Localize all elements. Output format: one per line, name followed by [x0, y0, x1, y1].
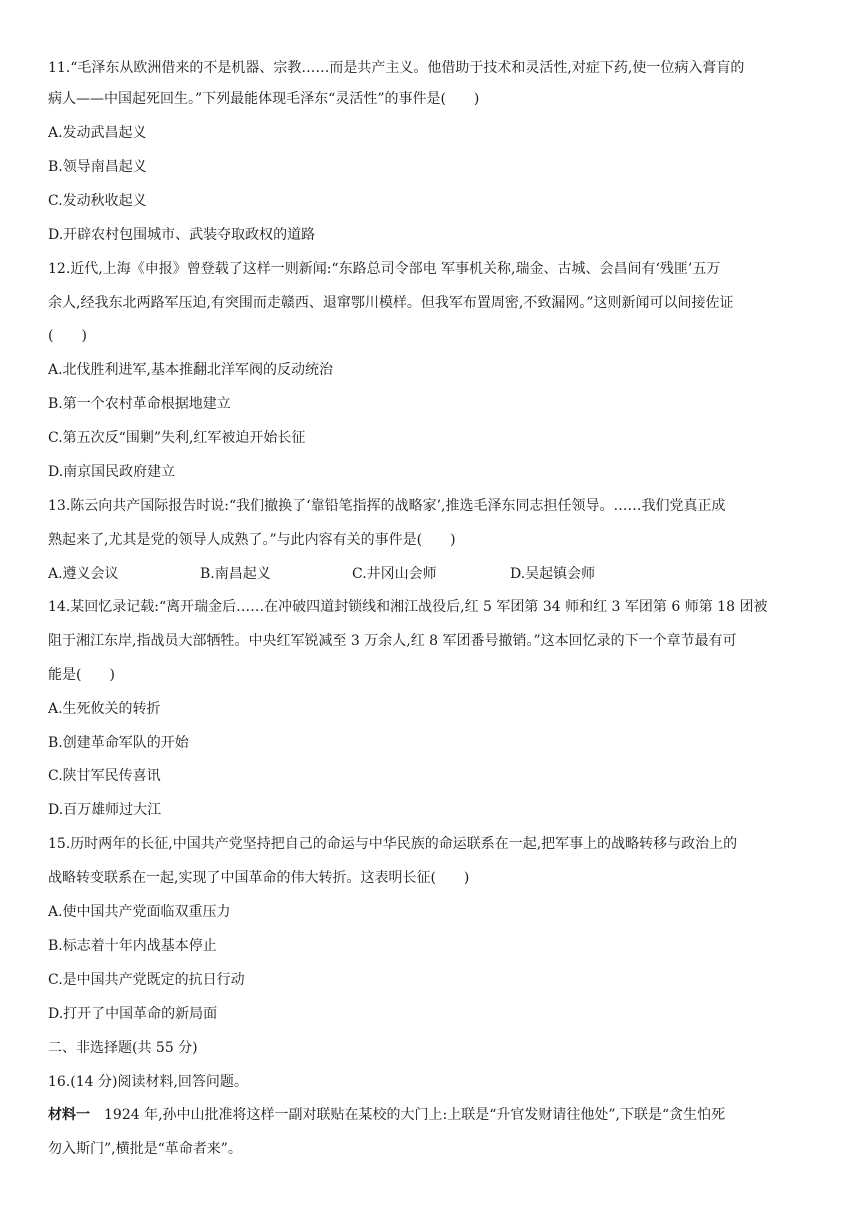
q13-stem-line-2: 熟起来了,尤其是党的领导人成熟了。”与此内容有关的事件是( )	[48, 532, 456, 548]
q12-option-a: A.北伐胜利进军,基本推翻北洋军阀的反动统治	[48, 362, 334, 378]
q14-option-b: B.创建革命军队的开始	[48, 735, 189, 751]
q12-option-b: B.第一个农村革命根据地建立	[48, 396, 231, 412]
material-text-1: 1924 年,孙中山批准将这样一副对联贴在某校的大门上:上联是“升官发财请往他处”,下联是“贪生怕死	[90, 1107, 726, 1123]
q14-option-d: D.百万雄师过大江	[48, 802, 162, 818]
q12-stem-line-3: ( )	[48, 328, 87, 344]
q15-stem-line-1: 15.历时两年的长征,中国共产党坚持把自己的命运与中华民族的命运联系在一起,把军事上的战略转移与政治上的	[48, 836, 738, 852]
q14-option-c: C.陕甘军民传喜讯	[48, 768, 161, 784]
q11-stem-line-1: 11.“毛泽东从欧洲借来的不是机器、宗教……而是共产主义。他借助于技术和灵活性,对症下药,使一位病入膏肓的	[48, 60, 745, 76]
q11-stem-line-2: 病人——中国起死回生。”下列最能体现毛泽东“灵活性”的事件是( )	[48, 91, 480, 107]
q15-stem-line-2: 战略转变联系在一起,实现了中国革命的伟大转折。这表明长征( )	[48, 870, 470, 886]
q13-option-b: B.南昌起义	[200, 566, 271, 582]
q14-stem-line-1: 14.某回忆录记载:“离开瑞金后……在冲破四道封锁线和湘江战役后,红 5 军团第 34 师和红 3 军团第 6 师第 18 团被	[48, 599, 768, 615]
q11-option-d: D.开辟农村包围城市、武装夺取政权的道路	[48, 227, 316, 243]
q14-stem-line-3: 能是( )	[48, 667, 115, 683]
q15-option-b: B.标志着十年内战基本停止	[48, 938, 217, 954]
q14-option-a: A.生死攸关的转折	[48, 701, 161, 717]
q12-stem-line-1: 12.近代,上海《申报》曾登载了这样一则新闻:“东路总司令部电 军事机关称,瑞金、古城、会昌间有‘残匪’五万	[48, 261, 721, 277]
q13-stem-line-1: 13.陈云向共产国际报告时说:“我们撤换了‘靠铅笔指挥的战略家’,推选毛泽东同志担任领导。……我们党真正成	[48, 498, 726, 514]
section-title: 二、非选择题(共 55 分)	[48, 1040, 198, 1056]
q14-stem-line-2: 阻于湘江东岸,指战员大部牺牲。中央红军锐减至 3 万余人,红 8 军团番号撤销。”这本回忆录的下一个章节最有可	[48, 633, 737, 649]
q13-option-a: A.遵义会议	[48, 566, 119, 582]
q16-material-line-1	[48, 1104, 818, 1126]
q12-option-d: D.南京国民政府建立	[48, 464, 176, 480]
q16-material-line-2: 勿入斯门”,横批是“革命者来”。	[48, 1141, 242, 1157]
material-label: 材料一	[48, 1107, 90, 1123]
q12-option-c: C.第五次反“围剿”失利,红军被迫开始长征	[48, 430, 306, 446]
q15-option-d: D.打开了中国革命的新局面	[48, 1006, 218, 1022]
q13-option-c: C.井冈山会师	[352, 566, 437, 582]
q15-option-c: C.是中国共产党既定的抗日行动	[48, 972, 245, 988]
q15-option-a: A.使中国共产党面临双重压力	[48, 904, 231, 920]
q16-stem: 16.(14 分)阅读材料,回答问题。	[48, 1074, 248, 1090]
q11-option-a: A.发动武昌起义	[48, 125, 147, 141]
q13-option-d: D.吴起镇会师	[510, 566, 596, 582]
q11-option-b: B.领导南昌起义	[48, 159, 147, 175]
q12-stem-line-2: 余人,经我东北两路军压迫,有突围而走赣西、退窜鄂川模样。但我军布置周密,不致漏网。”这则新闻可以间接佐证	[48, 295, 734, 311]
q11-option-c: C.发动秋收起义	[48, 193, 147, 209]
q13-options-row	[48, 563, 818, 585]
